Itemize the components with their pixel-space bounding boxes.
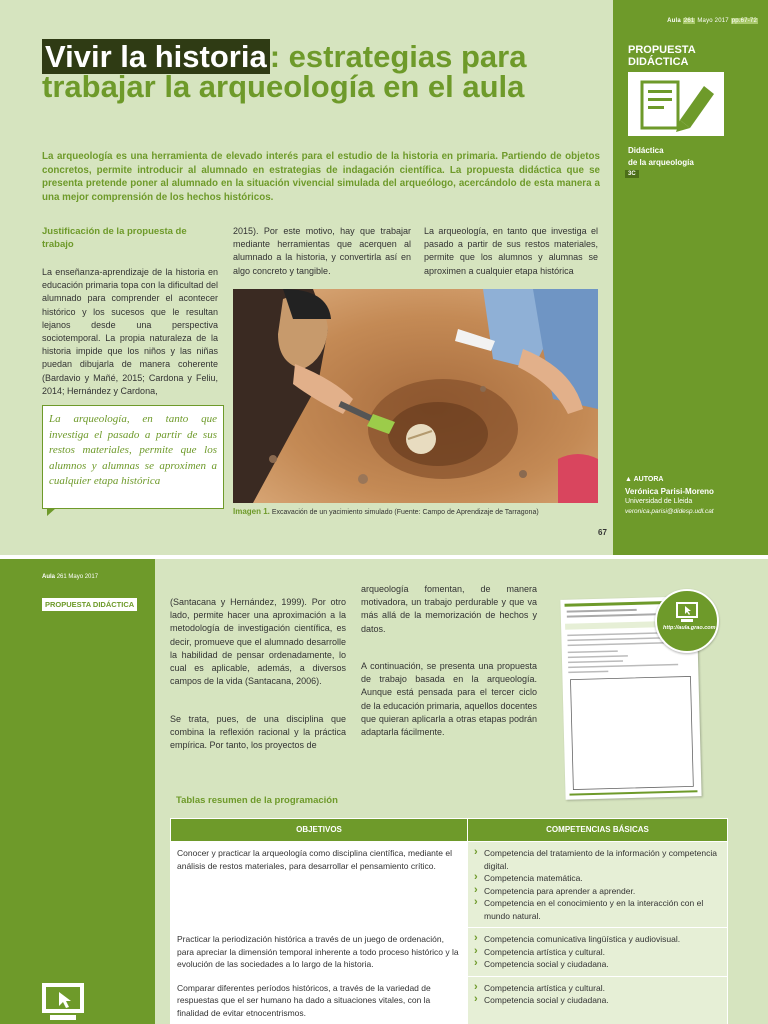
competence-item: › Competencia social y ciudadana.	[474, 994, 721, 1007]
body-column-4: (Santacana y Hernández, 1999). Por otro lado, permite hacer una aproximación a la metodología de investigación científica, es decir, promueve que el alumnado desarrolle la habilidad de pensar ordenadamente, lo cual es aplicable, además, a diversos campos de la vida (Santacana, 2006).	[170, 597, 346, 687]
caption-text: Excavación de un yacimiento simulado (Fuente: Campo de Aprendizaje de Tarragona)	[271, 509, 539, 516]
issue-date-2: Mayo 2017	[68, 574, 99, 580]
competence-item: › Competencia matemática.	[474, 872, 721, 885]
col-header-competences: COMPETENCIAS BÁSICAS	[468, 819, 728, 842]
sidebar-green-left	[0, 559, 155, 1024]
page-number: 67	[598, 528, 607, 537]
topic-badge: 3C	[625, 170, 639, 178]
col-header-objectives: OBJETIVOS	[171, 819, 468, 842]
monitor-cursor-icon	[42, 983, 84, 1023]
body-column-4b: Se trata, pues, de una disciplina que combina la reflexión racional y la práctica empírica. Por tanto, los proyectos de	[170, 714, 346, 751]
image-caption	[233, 507, 539, 516]
programming-table	[170, 818, 728, 1024]
author-email[interactable]: veronica.parisi@didesp.udl.cat	[625, 508, 714, 515]
sidebar-green	[613, 0, 768, 555]
issue-date: Mayo 2017	[697, 18, 729, 24]
objective-cell: Comparar diferentes períodos históricos, a través de la variedad de respuestas que el ser humano ha dado a situaciones vitales, con la finalidad de evitar etnocentrismos.	[171, 976, 468, 1024]
competences-cell	[468, 842, 728, 928]
section-heading: Justificación de la propuesta de trabajo	[42, 226, 187, 250]
author-name: Verónica Parisi-Moreno	[625, 487, 714, 496]
pull-quote: La arqueología, en tanto que investiga el pasado a partir de sus restos materiales, permite que los alumnos y alumnas se aproximen a cualquier etapa histórica	[42, 405, 224, 509]
competence-item: › Competencia artística y cultural.	[474, 982, 721, 995]
running-header	[667, 18, 758, 24]
author-university: Universidad de Lleida	[625, 498, 693, 505]
table-row	[171, 928, 728, 977]
magazine-name-2: Aula	[42, 574, 56, 580]
issue-number-2: 261	[56, 574, 67, 580]
topic	[628, 145, 694, 169]
title-highlight: Vivir la historia	[42, 39, 270, 74]
issue-number: 261	[683, 18, 695, 24]
competence-item: › Competencia comunicativa lingüística y audiovisual.	[474, 933, 721, 946]
objective-cell: Practicar la periodización histórica a través de un juego de ordenación, para apreciar la dimensión temporal inherente a todo proceso histórico y la evolución de las sociedades a lo largo de la historia.	[171, 928, 468, 977]
page-range: pp.67-72	[731, 18, 757, 24]
page-68	[0, 559, 768, 1024]
excavation-illustration	[233, 289, 598, 503]
body-column-5: arqueología fomentan, de manera motivadora, un trabajo perdurable y que va más allá de la memorización de hechos y datos.	[361, 584, 537, 634]
pencil-note-icon	[628, 72, 724, 136]
topic-line-2: de la arqueología	[628, 158, 694, 167]
competence-item: › Competencia social y ciudadana.	[474, 958, 721, 971]
section-label: PROPUESTA DIDÁCTICA	[628, 44, 696, 68]
seal-url: http://aula.grao.com	[663, 625, 716, 631]
article-title	[42, 39, 602, 104]
website-seal[interactable]	[655, 589, 719, 653]
competences-cell	[468, 976, 728, 1024]
title-rest: : estrategias para trabajar la arqueología en el aula	[42, 39, 527, 104]
competence-item: › Competencia para aprender a aprender.	[474, 885, 721, 898]
table-row	[171, 976, 728, 1024]
topic-line-1: Didáctica	[628, 146, 664, 155]
table-row	[171, 842, 728, 928]
body-column-5b: A continuación, se presenta una propuesta de trabajo basada en la arqueología. Aunque está pensada para el tercer ciclo de la educación primaria, aquellos docentes que quieran aplicarla a otras etapas podrán adaptarla fácilmente.	[361, 661, 537, 738]
competence-item: › Competencia en el conocimiento y en la interacción con el mundo natural.	[474, 897, 721, 922]
caption-label: Imagen 1.	[233, 507, 270, 516]
table-header-row	[171, 819, 728, 842]
lead-paragraph: La arqueología es una herramienta de elevado interés para el estudio de la historia en primaria. Partiendo de objetos concretos, permite introducir al alumnado en estrategias de indagación científica. La propuesta didáctica que se presenta pretende poner al alumnado en la situación vivencial simulada del arqueólogo, acercándolo de esta manera a una mejor comprensión de los hechos históricos.	[42, 151, 600, 203]
body-column-3: La arqueología, en tanto que investiga el pasado a partir de sus restos materiales, permite que los alumnos y alumnas se aproximen a cualquier etapa histórica	[424, 226, 598, 276]
body-column-1: La enseñanza-aprendizaje de la historia en educación primaria topa con la dificultad del alumnado para comprender el acontecer histórico y los sucesos que le resultan lejanos desde una perspectiva sociotemporal. La propia naturaleza de la historia impide que los niños y las niñas puedan dibujarla de manera coherente (Bardavio y Mañé, 2015; Cardona y Feliu, 2014; Hernández y Cardona,	[42, 267, 218, 396]
body-column-2: 2015). Por este motivo, hay que trabajar mediante herramientas que acerquen al alumnado a la historia, y convertirla así en algo concreto y tangible.	[233, 226, 411, 276]
objective-cell: Conocer y practicar la arqueología como disciplina científica, mediante el análisis de restos materiales, para desarrollar el pensamiento crítico.	[171, 842, 468, 928]
competence-item: › Competencia artística y cultural.	[474, 946, 721, 959]
table-heading: Tablas resumen de la programación	[176, 795, 338, 806]
author-label: ▲ AUTORA	[625, 476, 664, 483]
competences-cell	[468, 928, 728, 977]
section-label-2: PROPUESTA DIDÁCTICA	[42, 598, 137, 611]
excavation-photo	[233, 289, 598, 503]
running-header-2	[42, 574, 98, 580]
magazine-name: Aula	[667, 18, 681, 24]
competence-item: › Competencia del tratamiento de la información y competencia digital.	[474, 847, 721, 872]
